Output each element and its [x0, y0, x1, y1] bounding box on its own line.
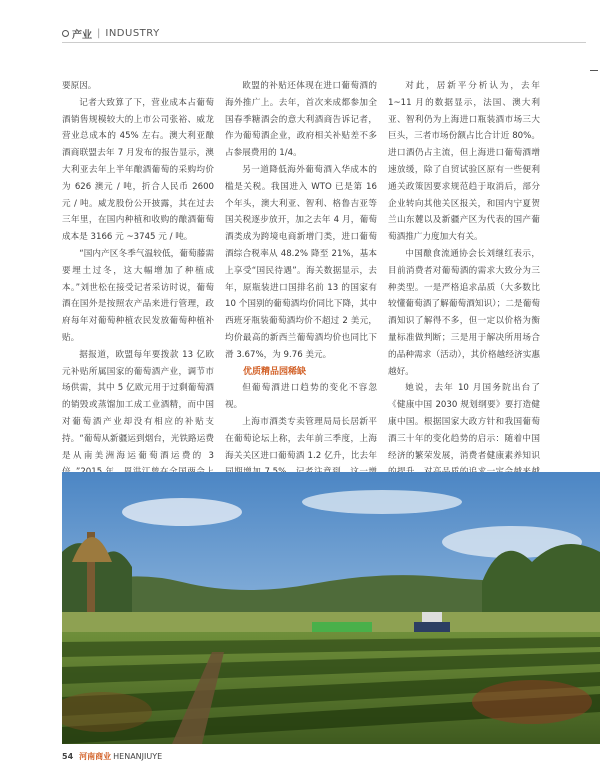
vineyard-photo	[62, 472, 600, 744]
magazine-brand-en: HENANJIUYE	[113, 752, 163, 761]
header-divider	[62, 42, 586, 43]
paragraph: 欧盟的补贴还体现在进口葡萄酒的海外推广上。去年，首次来成都参加全国春季糖酒会的意大利酒商告诉记者，作为葡萄酒企业，政府相关补贴差不多占参展费用的 1/4。	[225, 81, 377, 159]
text-column-3	[388, 78, 540, 515]
section-title-en: INDUSTRY	[105, 28, 160, 39]
paragraph: 她说，去年 10 月国务院出台了《健康中国 2030 规划纲要》要打造健康中国。根据国家大政方针和我国葡萄酒三十年的变化趋势的启示：随着中国经济的繁荣发展，消费者健康素养知识	[388, 383, 540, 461]
paragraph: 要原因。	[62, 81, 97, 91]
magazine-brand: 河南商业	[79, 752, 112, 761]
section-bullet-icon	[62, 30, 69, 37]
paragraph: “国内产区冬季气温较低，葡萄藤需要埋土过冬，这大幅增加了种植成本。”刘世松在接受记者采访时说，葡萄酒在国外是按照农产品来进行管理，政府每年对葡萄种植农民发放葡萄种植补贴。	[62, 248, 214, 343]
vineyard-illustration	[62, 472, 600, 744]
paragraph: 另一道降低海外葡萄酒入华成本的槛是关税。我国进入 WTO 已是第 16 个年头，澳大利亚、智利、格鲁吉亚等国关税逐步放开，加之去年 4 月，葡萄酒类成为跨境电商新增门类，进口葡萄酒综合税率从 48.2% 降至 21%，基本上享受“国民待遇”。海关数据显示，去年，原瓶装进口国排名前 13 的国家有 10 个国别的葡萄酒均价同比下降，其中西班牙瓶装葡萄酒均价不超过 2 美元，均价最高的新西兰葡萄酒均价也同比下滑 3.67%，为 9.76 美元。	[225, 164, 377, 360]
text-column-1	[62, 78, 214, 515]
paragraph: 但葡萄酒进口趋势的变化不容忽视。	[225, 383, 377, 411]
paragraph: 记者大致算了下，营业成本占葡萄酒销售规模较大的上市公司张裕、威龙营业总成本的 45% 左右。澳大利亚酿酒商联盟去年 7 月发布的报告显示，澳大利亚去年上半年酿酒葡萄的采购均价为 626 澳元 / 吨，折合人民币 2600 元 / 吨。威龙股份公开披露，其在过去三年里，在国内种植和收购的酿酒葡萄成本是 3166 元 ~3745 元 / 吨。	[62, 97, 214, 243]
page-footer	[62, 751, 162, 762]
subheading: 优质精品园稀缺	[243, 366, 307, 377]
paragraph: 上海市酒类专卖管理局局长居新平在葡萄论坛上称，去年前三季度，上海海关关区进口葡萄酒 1.2 亿升，比去年	[225, 416, 377, 461]
section-header	[62, 26, 160, 41]
paragraph: 中国酿食流通协会长刘继红表示，目前消费者对葡萄酒的需求大致分为三种类型。一是严格追求品质（大多数比较懂葡萄酒了解葡萄酒知识）；二是葡萄酒知识了解得不多，但一定以价格为衡量标准做判断；三是用于解决所用场合的品种需求（活动），其价格越经济实惠越好。	[388, 248, 540, 377]
section-separator: |	[97, 28, 101, 39]
section-title-cn: 产业	[72, 30, 92, 41]
text-column-2	[225, 78, 377, 515]
page-number: 54	[62, 752, 74, 761]
paragraph: 据报道，欧盟每年要拨款 13 亿欧元补贴所属国家的葡萄酒产业，调节市场供需，其中 5 亿欧元用于过剩葡萄酒的销毁或蒸馏加工成工业酒精，而中国对葡萄酒产业却没有相应的补贴支持。“葡萄从新疆运到烟台，光铁路运费是从南美洲海运葡萄酒运费的 3	[62, 349, 214, 461]
paragraph: 对此，居新平分析认为，去年 1~11 月的数据显示，法国、澳大利亚、智利仍为上海进口瓶装酒市场三大巨头，三者市场份额占比合计近 80%。进口酒仍占主流，但上海进口葡萄酒增速放缓，除了自贸试验区原有一些便利通关政策因要求规范趋于取消后，部分企业转向其他关区报关，和国内宁夏贺兰山东麓以及新疆产区为代表的国产葡萄酒推广力度加大有关。	[388, 81, 540, 243]
edge-mark	[590, 70, 598, 71]
